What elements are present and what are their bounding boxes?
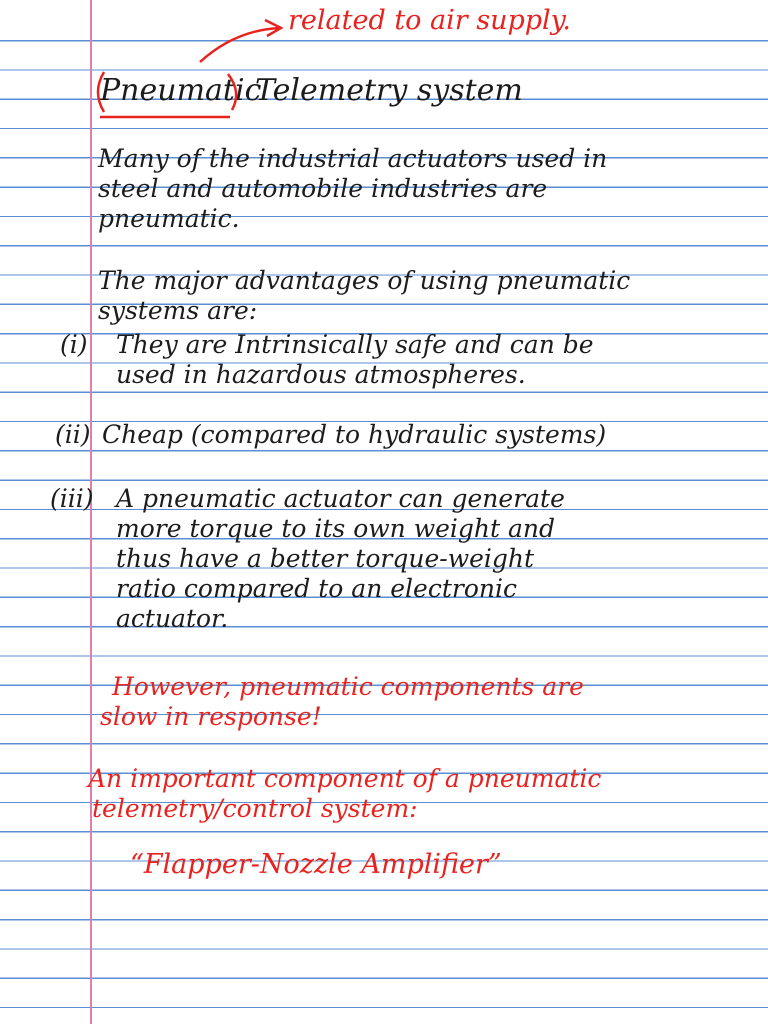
title-rest: Telemetry system [255, 73, 523, 108]
point-line: thus have a better torque-weight [116, 544, 535, 573]
point-marker: (iii) [50, 484, 94, 513]
point-line: actuator. [116, 604, 229, 633]
point-marker: (i) [60, 330, 88, 359]
however-line: However, pneumatic components are [112, 672, 584, 701]
intro-line: pneumatic. [98, 204, 240, 233]
component-name: “Flapper-Nozzle Amplifier” [130, 849, 502, 880]
important-line: telemetry/control system: [92, 794, 418, 823]
point-line: A pneumatic actuator can generate [116, 484, 565, 513]
point-line: more torque to its own weight and [116, 514, 556, 543]
point-line: ratio compared to an electronic [116, 574, 517, 603]
highlight-circle [90, 62, 250, 122]
point-line: used in hazardous atmospheres. [116, 360, 526, 389]
advantages-heading-line: systems are: [98, 296, 258, 325]
advantages-heading-line: The major advantages of using pneumatic [98, 266, 631, 295]
title-highlighted-word: Pneumatic [100, 73, 262, 108]
however-line: slow in response! [100, 702, 322, 731]
intro-line: Many of the industrial actuators used in [98, 144, 608, 173]
annotation-arrow [195, 10, 285, 70]
point-line: Cheap (compared to hydraulic systems) [102, 420, 607, 449]
intro-line: steel and automobile industries are [98, 174, 548, 203]
important-line: An important component of a pneumatic [88, 764, 602, 793]
point-marker: (ii) [55, 420, 91, 449]
annotation-text: related to air supply. [288, 5, 571, 36]
point-line: They are Intrinsically safe and can be [116, 330, 594, 359]
